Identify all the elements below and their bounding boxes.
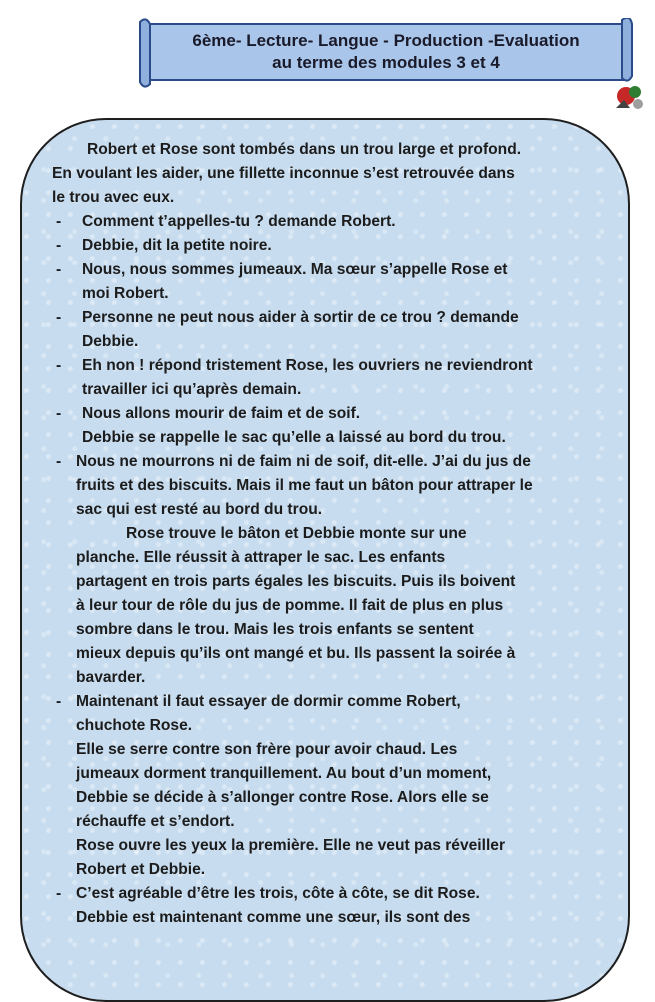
text-line: planche. Elle réussit à attraper le sac. Les enfants xyxy=(76,549,446,566)
text-line: le trou avec eux. xyxy=(52,189,175,206)
text-line: travailler ici qu’après demain. xyxy=(82,381,302,398)
text-line: sombre dans le trou. Mais les trois enfants se sentent xyxy=(76,621,474,638)
decoration-ornament-icon xyxy=(610,78,650,118)
text-line: Debbie. xyxy=(82,333,139,350)
dialogue-line: - Eh non ! répond tristement Rose, les ouvriers ne reviendront xyxy=(52,354,612,378)
dialogue-dash: - xyxy=(56,885,62,902)
dialogue-dash: - xyxy=(56,309,62,326)
text-line: Debbie se décide à s’allonger contre Rose. Alors elle se xyxy=(76,789,489,806)
dialogue-dash: - xyxy=(56,237,62,254)
text-line: réchauffe et s’endort. xyxy=(76,813,235,830)
page-title-line2: au terme des modules 3 et 4 xyxy=(272,53,500,72)
dialogue-line: - Nous allons mourir de faim et de soif. xyxy=(52,402,612,426)
text-line: bavarder. xyxy=(76,669,146,686)
text-line: En voulant les aider, une fillette inconnue s’est retrouvée dans xyxy=(52,165,515,182)
page-title-line1: 6ème- Lecture- Langue - Production -Evaluation xyxy=(192,31,580,50)
dialogue-dash: - xyxy=(56,453,62,470)
dialogue-dash: - xyxy=(56,261,62,278)
dialogue-dash: - xyxy=(56,405,62,422)
text-line: Debbie se rappelle le sac qu’elle a laissé au bord du trou. xyxy=(82,429,506,446)
dialogue-dash: - xyxy=(56,357,62,374)
dialogue-dash: - xyxy=(56,693,62,710)
dialogue-line: - Maintenant il faut essayer de dormir comme Robert, xyxy=(52,690,612,714)
reading-text xyxy=(52,138,612,930)
text-line: Rose ouvre les yeux la première. Elle ne veut pas réveiller xyxy=(76,837,506,854)
dialogue-line: - Comment t’appelles-tu ? demande Robert. xyxy=(52,210,612,234)
text-line: sac qui est resté au bord du trou. xyxy=(76,501,323,518)
text-line: Robert et Debbie. xyxy=(76,861,206,878)
text-line: partagent en trois parts égales les biscuits. Puis ils boivent xyxy=(76,573,516,590)
text-line: moi Robert. xyxy=(82,285,169,302)
text-line: à leur tour de rôle du jus de pomme. Il fait de plus en plus xyxy=(76,597,504,614)
text-line: chuchote Rose. xyxy=(76,717,193,734)
text-line: Robert et Rose sont tombés dans un trou large et profond. xyxy=(87,141,522,158)
text-line: jumeaux dorment tranquillement. Au bout d’un moment, xyxy=(76,765,492,782)
text-line: mieux depuis qu’ils ont mangé et bu. Ils passent la soirée à xyxy=(76,645,516,662)
text-line: Elle se serre contre son frère pour avoir chaud. Les xyxy=(76,741,458,758)
dialogue-line: - Nous, nous sommes jumeaux. Ma sœur s’appelle Rose et xyxy=(52,258,612,282)
text-line: Rose trouve le bâton et Debbie monte sur une xyxy=(126,525,467,542)
dialogue-line: - C’est agréable d’être les trois, côte à côte, se dit Rose. xyxy=(52,882,612,906)
dialogue-line: - Personne ne peut nous aider à sortir de ce trou ? demande xyxy=(52,306,612,330)
text-line: fruits et des biscuits. Mais il me faut un bâton pour attraper le xyxy=(76,477,533,494)
dialogue-line: - Nous ne mourrons ni de faim ni de soif, dit-elle. J’ai du jus de xyxy=(52,450,612,474)
title-banner xyxy=(138,18,634,88)
text-line: Debbie est maintenant comme une sœur, ils sont des xyxy=(76,909,471,926)
dialogue-line: - Debbie, dit la petite noire. xyxy=(52,234,612,258)
dialogue-dash: - xyxy=(56,213,62,230)
